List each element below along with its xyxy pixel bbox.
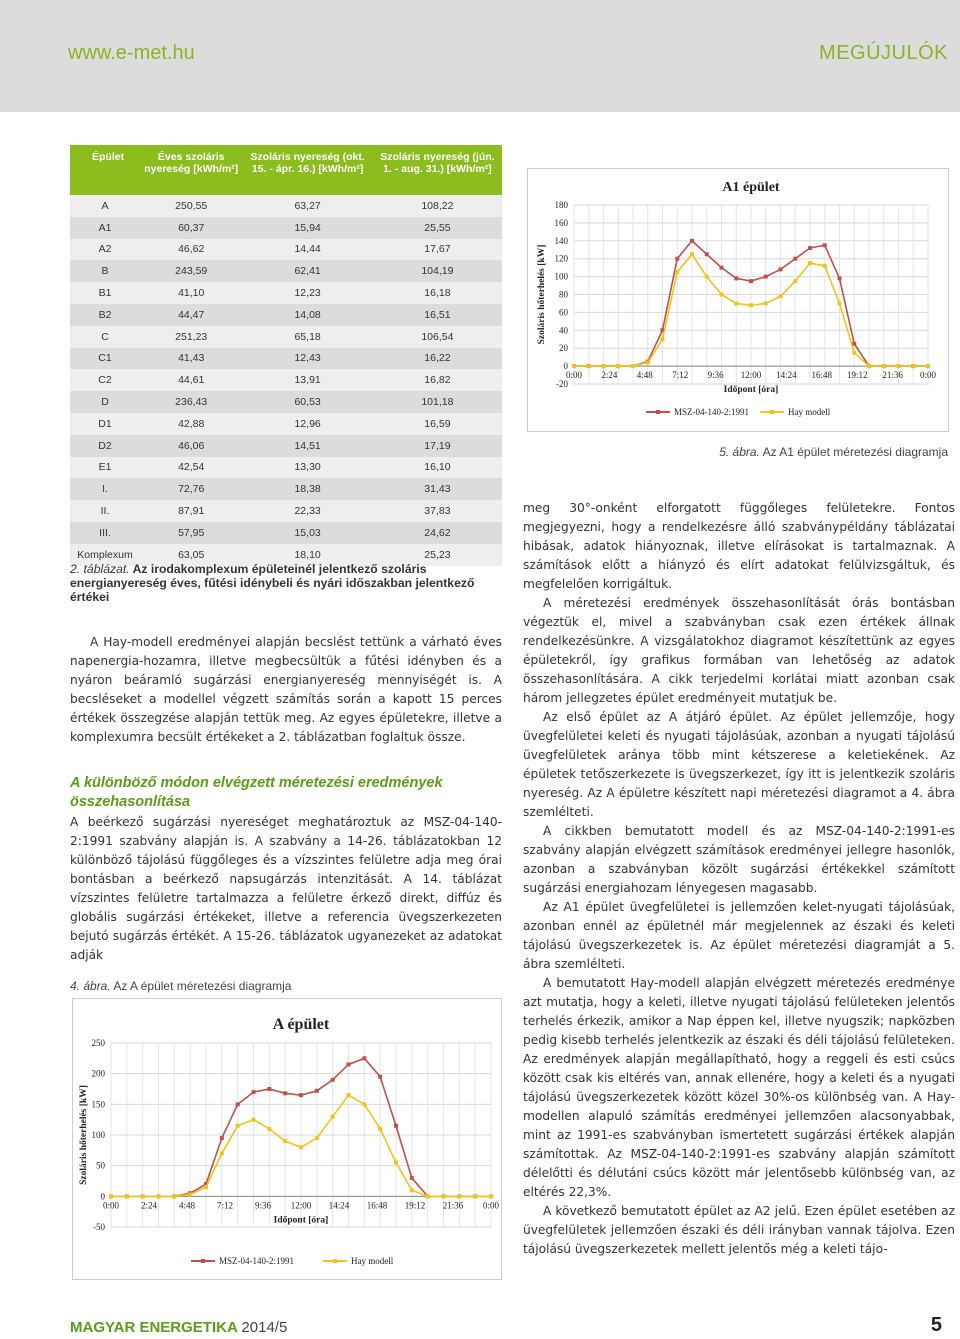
x-tick-label: 19:12 <box>404 1200 426 1211</box>
data-point <box>252 1090 256 1094</box>
table-row <box>70 522 502 544</box>
x-tick-label: 2:24 <box>140 1200 158 1211</box>
cell-summer: 108,22 <box>373 195 502 217</box>
chart-a1-svg <box>528 169 948 431</box>
paragraph: meg 30°-onként elforgatott függőleges felületekre. Fontos megjegyezni, hogy a rendelkezésre álló szabványpéldány táblázatai hibásak, adatok hiányoznak, illetve elírásokat is tartalmaznak. A számítások előtt a hiányzó és elírt adatokat felülvizsgáltuk, és megfelelően korrigáltuk. <box>523 501 955 591</box>
data-point <box>661 337 665 341</box>
data-point <box>267 1127 271 1131</box>
cell-heating: 15,03 <box>242 522 372 544</box>
cell-heating: 13,91 <box>242 369 372 391</box>
cell-summer: 31,43 <box>373 478 502 500</box>
table-row <box>70 217 502 239</box>
section-title: MEGÚJULÓK <box>819 42 948 64</box>
cell-building: B2 <box>70 304 140 326</box>
data-point <box>426 1194 430 1198</box>
x-tick-label: 14:24 <box>776 370 797 381</box>
cell-summer: 24,62 <box>373 522 502 544</box>
legend-marker <box>333 1259 337 1263</box>
y-tick-label: 250 <box>91 1038 105 1048</box>
cell-heating: 18,38 <box>242 478 372 500</box>
x-tick-label: 0:00 <box>565 370 583 381</box>
data-point <box>473 1194 477 1198</box>
table-row <box>70 348 502 370</box>
table-row <box>70 260 502 282</box>
x-tick-label: 21:36 <box>442 1200 464 1211</box>
table-row <box>70 195 502 217</box>
y-tick-label: 60 <box>559 307 568 318</box>
data-point <box>410 1188 414 1192</box>
chart-a1-building <box>527 168 949 432</box>
solar-gain-table <box>70 145 502 566</box>
data-point <box>362 1102 366 1106</box>
paragraph: A cikkben bemutatott modell és az MSZ-04-140-2:1991-es szabvány alapján elvégzett számítások eredményei jellegre hasonlók, azonban a szabványban közölt sugárzási értékekkel számított sugárzási energiahozam lényegesen magasabb. <box>523 824 955 895</box>
x-tick-label: 4:48 <box>636 370 653 381</box>
cell-heating: 13,30 <box>242 457 372 479</box>
left-column-text-2 <box>70 813 502 965</box>
cell-annual: 41,10 <box>140 282 242 304</box>
data-point <box>252 1118 256 1122</box>
x-tick-label: 4:48 <box>178 1200 196 1211</box>
paragraph: Az első épület az A átjáró épület. Az épület jellemzője, hogy üvegfelületei keleti és nyugati tájolásúak, azonban a nyugati tájolású üvegfelületek aránya több mint kétszerese a keletiekének. Az épületek tetőszerkezete is üvegszerkezet, így itt is jelentkezik szoláris nyereség. Az A épületre készített napi méretezési diagramot a 4. ábra szemlélteti. <box>523 710 955 819</box>
paragraph: A méretezési eredmények összehasonlítását órás bontásban végeztük el, mivel a szabványban csak ezen értékek állnak rendelkezésünkre. A vizsgálatokhoz diagramot készítettünk az egyes épületekről, így grafikus formában van lehetőség az adatok összehasonlítására. A cikk terjedelmi korlátai miatt azonban csak három jellegzetes épület eredményeit mutatjuk be. <box>523 596 955 705</box>
data-point <box>220 1151 224 1155</box>
cell-annual: 44,47 <box>140 304 242 326</box>
cell-heating: 12,23 <box>242 282 372 304</box>
table-row <box>70 413 502 435</box>
data-point <box>315 1089 319 1093</box>
data-point <box>587 364 591 368</box>
cell-annual: 72,76 <box>140 478 242 500</box>
legend-marker <box>770 410 774 414</box>
site-url[interactable]: www.e-met.hu <box>68 42 195 64</box>
y-tick-label: 0 <box>100 1191 105 1202</box>
data-point <box>764 275 768 279</box>
table-row <box>70 282 502 304</box>
cell-annual: 42,88 <box>140 413 242 435</box>
y-tick-label: 120 <box>554 253 568 264</box>
cell-building: E1 <box>70 457 140 479</box>
data-point <box>705 275 709 279</box>
cell-annual: 60,37 <box>140 217 242 239</box>
col-header-summer: Szoláris nyereség (jún. 1. - aug. 31.) [kWh/m²] <box>373 145 502 195</box>
cell-annual: 251,23 <box>140 326 242 348</box>
legend-label: Hay modell <box>351 1256 394 1266</box>
y-tick-label: 140 <box>554 235 568 246</box>
page-number: 5 <box>930 1314 942 1336</box>
cell-annual: 236,43 <box>140 391 242 413</box>
data-point <box>410 1176 414 1180</box>
data-point <box>315 1136 319 1140</box>
y-tick-label: 0 <box>563 361 568 372</box>
magazine-name: MAGYAR ENERGETIKA <box>70 1319 238 1336</box>
y-tick-label: 40 <box>559 325 568 336</box>
x-axis-title: Időpont [óra] <box>273 1215 329 1226</box>
cell-summer: 17,67 <box>373 239 502 261</box>
cell-building: Komplexum <box>70 544 140 566</box>
cell-building: D <box>70 391 140 413</box>
data-point <box>394 1161 398 1165</box>
data-point <box>572 364 576 368</box>
data-point <box>602 364 606 368</box>
col-header-building: Épület <box>70 145 140 195</box>
table-row <box>70 304 502 326</box>
cell-annual: 57,95 <box>140 522 242 544</box>
col-header-annual: Éves szoláris nyereség [kWh/m²] <box>140 145 242 195</box>
paragraph: A következő bemutatott épület az A2 jelű. Ezen épület esetében az üvegfelületek jellemzően északi és déli irányban vannak tájolva. Ezen tájolású üvegszerkezetek mellett jelentős még a keleti tájo- <box>523 1204 955 1256</box>
figure-4-caption <box>70 979 291 993</box>
x-tick-label: 16:48 <box>811 370 833 381</box>
data-point <box>331 1115 335 1119</box>
data-point <box>690 239 694 243</box>
cell-building: I. <box>70 478 140 500</box>
data-point <box>204 1185 208 1189</box>
chart-a-building <box>72 998 502 1280</box>
cell-heating: 65,18 <box>242 326 372 348</box>
cell-summer: 16,10 <box>373 457 502 479</box>
cell-heating: 18,10 <box>242 544 372 566</box>
data-point <box>442 1194 446 1198</box>
data-point <box>793 257 797 261</box>
y-tick-label: 150 <box>91 1099 105 1110</box>
data-point <box>457 1194 461 1198</box>
data-point <box>867 364 871 368</box>
data-point <box>734 276 738 280</box>
cell-building: A2 <box>70 239 140 261</box>
data-point <box>749 303 753 307</box>
cell-building: C <box>70 326 140 348</box>
cell-summer: 25,23 <box>373 544 502 566</box>
y-tick-label: 20 <box>559 343 568 354</box>
table-row <box>70 500 502 522</box>
legend-label: Hay modell <box>788 407 831 417</box>
cell-building: C1 <box>70 348 140 370</box>
x-tick-label: 9:36 <box>707 370 724 381</box>
data-point <box>720 293 724 297</box>
data-point <box>779 294 783 298</box>
cell-summer: 16,51 <box>373 304 502 326</box>
y-tick-label: 50 <box>96 1160 105 1171</box>
data-point <box>267 1087 271 1091</box>
chart-title: A1 épület <box>722 180 780 195</box>
paragraph: Az A1 épület üvegfelületei is jellemzően kelet-nyugati tájolásúak, azonban ennél az épületnél már megjelennek az északi és keleti tájolású üvegszerkezetek is. Az épület méretezési diagramját a 5. ábra szemlélteti. <box>523 900 955 971</box>
y-axis-title: Szoláris hőterhelés [kW] <box>537 244 547 345</box>
issue-number: 2014/5 <box>241 1319 288 1336</box>
data-point <box>793 279 797 283</box>
cell-heating: 14,08 <box>242 304 372 326</box>
paragraph: A Hay-modell eredményei alapján becslést tettünk a várható éves napenergia-hozamra, illetve megbecsültük a fűtési idényben és a nyáron beáramló sugárzási energianyereség mennyiségét is. A becsléseket a modellel végzett számítás során a kapott 15 perces értékek összegzése alapján tettük meg. Az egyes épületekre, illetve a komplexumra becsült értékeket a 2. táblázatban foglaltuk össze. <box>70 635 502 744</box>
col-header-heating: Szoláris nyereség (okt. 15. - ápr. 16.) [kWh/m²] <box>242 145 372 195</box>
y-tick-label: 200 <box>91 1068 105 1079</box>
data-point <box>897 364 901 368</box>
data-point <box>705 252 709 256</box>
cell-heating: 60,53 <box>242 391 372 413</box>
data-point <box>299 1093 303 1097</box>
cell-summer: 25,55 <box>373 217 502 239</box>
figure-5-caption <box>719 445 948 459</box>
table-row <box>70 435 502 457</box>
table-row <box>70 457 502 479</box>
table-header-row <box>70 145 502 195</box>
cell-annual: 44,61 <box>140 369 242 391</box>
data-point <box>823 264 827 268</box>
data-point <box>299 1145 303 1149</box>
data-point <box>734 301 738 305</box>
cell-building: II. <box>70 500 140 522</box>
cell-summer: 104,19 <box>373 260 502 282</box>
data-point <box>347 1062 351 1066</box>
data-point <box>362 1056 366 1060</box>
cell-building: III. <box>70 522 140 544</box>
y-tick-label: 160 <box>554 217 568 228</box>
cell-heating: 14,44 <box>242 239 372 261</box>
cell-annual: 41,43 <box>140 348 242 370</box>
figure-4-number: 4. ábra. <box>70 979 111 993</box>
cell-summer: 16,18 <box>373 282 502 304</box>
data-point <box>347 1093 351 1097</box>
data-point <box>808 261 812 265</box>
cell-annual: 46,62 <box>140 239 242 261</box>
cell-building: A <box>70 195 140 217</box>
table-row <box>70 391 502 413</box>
table-row <box>70 239 502 261</box>
table-row <box>70 326 502 348</box>
x-tick-label: 21:36 <box>882 370 903 381</box>
data-point <box>157 1194 161 1198</box>
legend-marker <box>656 410 660 414</box>
cell-annual: 250,55 <box>140 195 242 217</box>
cell-building: C2 <box>70 369 140 391</box>
y-tick-label: 100 <box>91 1130 105 1140</box>
cell-building: A1 <box>70 217 140 239</box>
y-tick-label: 80 <box>559 289 568 300</box>
cell-building: B <box>70 260 140 282</box>
table-caption-text: Az irodakomplexum épületeinél jelentkező szoláris energianyereség éves, fűtési idénybeli és nyári időszakban jelentkező értékei <box>70 562 475 604</box>
cell-annual: 42,54 <box>140 457 242 479</box>
cell-annual: 87,91 <box>140 500 242 522</box>
data-point <box>172 1194 176 1198</box>
cell-heating: 22,33 <box>242 500 372 522</box>
cell-summer: 16,22 <box>373 348 502 370</box>
y-tick-label: -20 <box>556 379 568 389</box>
x-axis-title: Időpont [óra] <box>723 385 779 396</box>
data-point <box>926 364 930 368</box>
x-tick-label: 0:00 <box>102 1200 120 1211</box>
figure-5-number: 5. ábra. <box>719 445 760 459</box>
data-point <box>749 279 753 283</box>
x-tick-label: 0:00 <box>919 370 937 381</box>
cell-heating: 15,94 <box>242 217 372 239</box>
data-point <box>675 270 679 274</box>
data-point <box>616 364 620 368</box>
cell-building: D2 <box>70 435 140 457</box>
data-point <box>852 342 856 346</box>
cell-heating: 12,43 <box>242 348 372 370</box>
data-point <box>779 267 783 271</box>
x-tick-label: 2:24 <box>601 370 618 381</box>
data-point <box>125 1194 129 1198</box>
data-point <box>838 301 842 305</box>
data-point <box>220 1136 224 1140</box>
left-column-text <box>70 633 502 747</box>
data-point <box>378 1075 382 1079</box>
table-caption-lead: 2. táblázat. <box>70 562 130 576</box>
cell-building: B1 <box>70 282 140 304</box>
cell-summer: 16,82 <box>373 369 502 391</box>
data-point <box>283 1139 287 1143</box>
data-point <box>690 252 694 256</box>
x-tick-label: 12:00 <box>290 1200 312 1211</box>
section-subheading: A különböző módon elvégzett méretezési eredmények összehasonlítása <box>70 775 443 810</box>
cell-annual: 63,05 <box>140 544 242 566</box>
cell-heating: 62,41 <box>242 260 372 282</box>
data-point <box>331 1078 335 1082</box>
data-point <box>675 257 679 261</box>
data-point <box>838 276 842 280</box>
cell-heating: 63,27 <box>242 195 372 217</box>
chart-a-svg <box>73 999 501 1279</box>
data-point <box>236 1102 240 1106</box>
y-tick-label: 180 <box>554 200 568 210</box>
data-point <box>489 1194 493 1198</box>
data-point <box>646 361 650 365</box>
data-point <box>188 1192 192 1196</box>
footer-magazine <box>70 1319 287 1336</box>
table-body <box>70 195 502 566</box>
data-point <box>823 243 827 247</box>
data-point <box>911 364 915 368</box>
data-point <box>283 1091 287 1095</box>
legend-label: MSZ-04-140-2:1991 <box>219 1256 294 1266</box>
data-point <box>236 1124 240 1128</box>
data-point <box>764 301 768 305</box>
x-tick-label: 16:48 <box>366 1200 388 1211</box>
paragraph: A bemutatott Hay-modell alapján elvégzett méretezés eredménye azt mutatja, hogy a keleti, illetve nyugati tájolású felületeken jelentős terhelés érkezik, amikor a Nap éppen kel, illetve nyugszik; napközben pedig kisebb terhelés jelentkezik az északi és déli tájolású felületeken. Az eredmények alapján megállapítható, hogy a reggeli és esti csúcs között csak kis eltérés van, annak ellenére, hogy a keleti és a nyugati tájolású üvegszerkezetek között közel 30%-os különbség van. A Hay-modellen alapuló számítás eredményei jellemzően alacsonyabbak, mint az 1991-es szabványban ismertetett sugárzási értékek alapján számítottak. Az MSZ-04-140-2:1991-es szabvány alapján számított délelőtti és délutáni csúcs között már jelentősebb különbség van, az eltérés 22,3%. <box>523 976 955 1199</box>
cell-summer: 16,59 <box>373 413 502 435</box>
right-column-text <box>523 499 955 1259</box>
data-point <box>852 351 856 355</box>
y-tick-label: -50 <box>93 1222 105 1232</box>
legend-marker <box>201 1259 205 1263</box>
x-tick-label: 7:12 <box>672 370 689 381</box>
cell-annual: 243,59 <box>140 260 242 282</box>
cell-heating: 12,96 <box>242 413 372 435</box>
paragraph: A beérkező sugárzási nyereséget meghatároztuk az MSZ-04-140-2:1991 szabvány alapján is. A szabvány a 14-26. táblázatokban 12 különböző tájolású függőleges és a vízszintes felületre adja meg órai bontásban a beérkező napsugárzás intenzitását. A 14. táblázat vízszintes felületre tartalmazza a felületre érkező direkt, diffúz és globális sugárzási értékeket, illetve a referencia üvegszerkezeten bejutó sugárzás értékét. A 15-26. táblázatok ugyanezeket az adatokat adják <box>70 815 502 962</box>
figure-5-title: Az A1 épület méretezési diagramja <box>762 445 948 459</box>
x-tick-label: 12:00 <box>740 370 762 381</box>
x-tick-label: 0:00 <box>482 1200 500 1211</box>
cell-heating: 14,51 <box>242 435 372 457</box>
legend-label: MSZ-04-140-2:1991 <box>674 407 749 417</box>
y-axis-title: Szoláris hőterhelés [kW] <box>79 1085 89 1185</box>
data-point <box>720 266 724 270</box>
data-point <box>378 1127 382 1131</box>
data-point <box>631 364 635 368</box>
data-point <box>882 364 886 368</box>
data-point <box>808 246 812 250</box>
cell-annual: 46,06 <box>140 435 242 457</box>
x-tick-label: 14:24 <box>328 1200 350 1211</box>
table-row <box>70 478 502 500</box>
cell-summer: 106,54 <box>373 326 502 348</box>
x-tick-label: 19:12 <box>846 370 868 381</box>
cell-summer: 101,18 <box>373 391 502 413</box>
cell-summer: 37,83 <box>373 500 502 522</box>
data-point <box>141 1194 145 1198</box>
figure-4-title: Az A épület méretezési diagramja <box>113 979 292 993</box>
cell-summer: 17,19 <box>373 435 502 457</box>
table-caption <box>70 562 502 604</box>
data-point <box>394 1124 398 1128</box>
x-tick-label: 9:36 <box>254 1200 272 1211</box>
chart-title: A épület <box>272 1016 330 1033</box>
data-point <box>109 1194 113 1198</box>
table-row <box>70 369 502 391</box>
cell-building: D1 <box>70 413 140 435</box>
y-tick-label: 100 <box>554 271 568 282</box>
x-tick-label: 7:12 <box>216 1200 234 1211</box>
